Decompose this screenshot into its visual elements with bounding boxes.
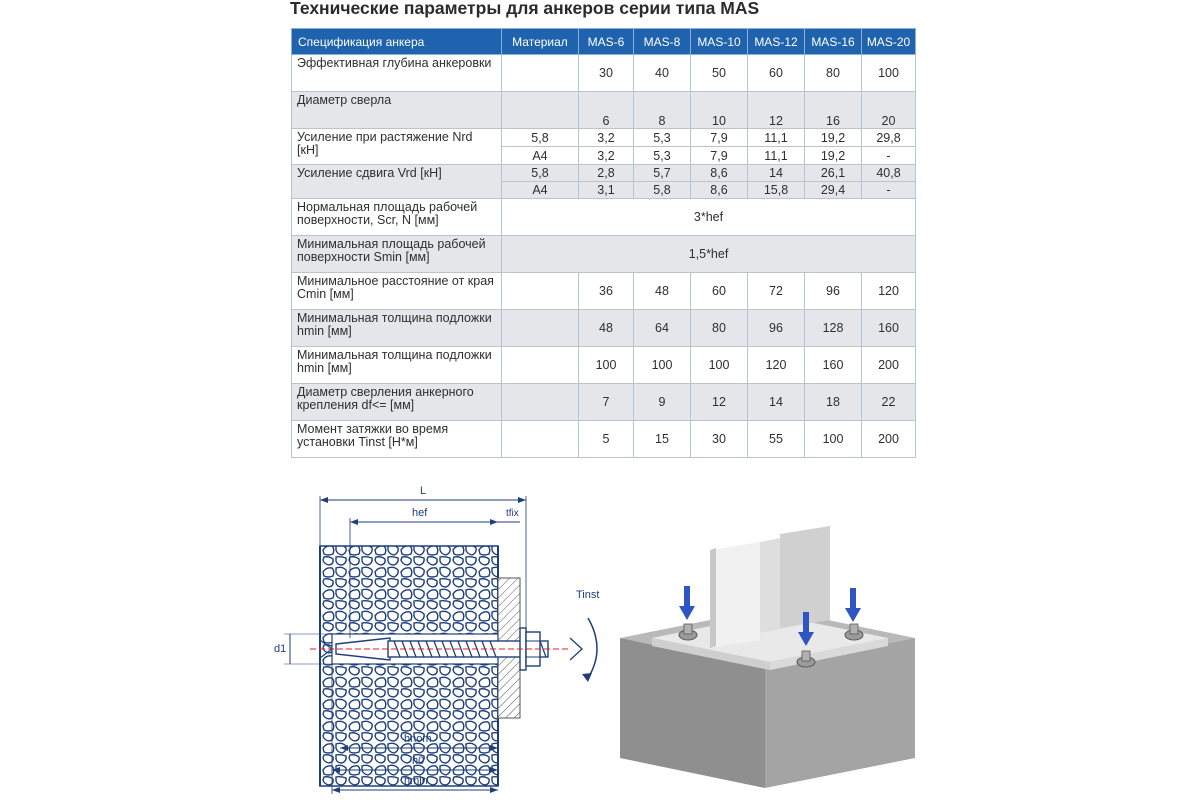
table-cell: 8,6 <box>691 182 748 199</box>
table-cell: 7,9 <box>691 129 748 147</box>
dim-h0-label: h0 <box>412 755 425 767</box>
material-cell <box>502 273 579 310</box>
table-cell: 40,8 <box>862 165 916 182</box>
table-cell: 55 <box>748 421 805 458</box>
table-row <box>292 310 916 347</box>
row-label: Минимальная толщина подложки hmin [мм] <box>292 347 502 384</box>
material-cell: A4 <box>502 182 579 199</box>
table-cell: 5,7 <box>634 165 691 182</box>
table-cell: 40 <box>634 55 691 92</box>
merged-cell: 1,5*hef <box>502 236 916 273</box>
dim-hmin-label: hmin <box>404 775 428 787</box>
torque-label: Tinst <box>576 589 600 601</box>
table-cell: 29,4 <box>805 182 862 199</box>
table-cell: 12 <box>748 92 805 129</box>
header-mas-16: MAS-16 <box>805 29 862 55</box>
table-cell: 96 <box>748 310 805 347</box>
table-cell: 100 <box>691 347 748 384</box>
table-cell: 48 <box>579 310 634 347</box>
spec-table <box>291 28 916 458</box>
anchor-section-diagram <box>270 478 610 798</box>
table-cell: 8,6 <box>691 165 748 182</box>
row-label: Минимальное расстояние от края Cmin [мм] <box>292 273 502 310</box>
material-cell: 5,8 <box>502 129 579 147</box>
table-cell: 14 <box>748 384 805 421</box>
table-cell: 20 <box>862 92 916 129</box>
table-cell: 9 <box>634 384 691 421</box>
table-cell: 5,3 <box>634 129 691 147</box>
table-cell: 96 <box>805 273 862 310</box>
table-cell: 6 <box>579 92 634 129</box>
table-cell: 10 <box>691 92 748 129</box>
material-cell: A4 <box>502 147 579 165</box>
table-cell: 3,1 <box>579 182 634 199</box>
table-cell: 72 <box>748 273 805 310</box>
header-material: Материал <box>502 29 579 55</box>
table-cell: 160 <box>805 347 862 384</box>
table-cell: 160 <box>862 310 916 347</box>
table-cell: 50 <box>691 55 748 92</box>
dim-hnom-label: hnom <box>404 733 432 745</box>
table-cell: 2,8 <box>579 165 634 182</box>
table-cell: 64 <box>634 310 691 347</box>
merged-cell: 3*hef <box>502 199 916 236</box>
table-cell: - <box>862 182 916 199</box>
table-cell: 60 <box>691 273 748 310</box>
page-title: Технические параметры для анкеров серии типа MAS <box>290 0 760 18</box>
table-cell: 5,8 <box>634 182 691 199</box>
row-label: Эффективная глубина анкеровки <box>292 55 502 92</box>
table-cell: 14 <box>748 165 805 182</box>
table-cell: 8 <box>634 92 691 129</box>
column-flange-front <box>710 542 760 648</box>
table-row <box>292 92 916 129</box>
table-row <box>292 236 916 273</box>
table-cell: 30 <box>579 55 634 92</box>
table-row <box>292 199 916 236</box>
row-label: Усиление сдвига Vrd [кН] <box>292 165 502 199</box>
table-row <box>292 55 916 92</box>
table-row <box>292 165 916 182</box>
dim-L-label: L <box>420 485 427 497</box>
dim-d1-label: d1 <box>274 643 287 655</box>
table-cell: 100 <box>579 347 634 384</box>
table-cell: 100 <box>634 347 691 384</box>
table-cell: 15,8 <box>748 182 805 199</box>
table-cell: 200 <box>862 347 916 384</box>
table-cell: 18 <box>805 384 862 421</box>
table-cell: 26,1 <box>805 165 862 182</box>
row-label: Диаметр сверла <box>292 92 502 129</box>
header-mas-6: MAS-6 <box>579 29 634 55</box>
table-cell: 3,2 <box>579 147 634 165</box>
row-label: Момент затяжки во время установки Tinst [Н*м] <box>292 421 502 458</box>
table-cell: 11,1 <box>748 147 805 165</box>
table-cell: 7,9 <box>691 147 748 165</box>
table-row <box>292 347 916 384</box>
material-cell: 5,8 <box>502 165 579 182</box>
header-mas-12: MAS-12 <box>748 29 805 55</box>
table-cell: 5,3 <box>634 147 691 165</box>
table-cell: 80 <box>805 55 862 92</box>
table-cell: 16 <box>805 92 862 129</box>
table-cell: 19,2 <box>805 129 862 147</box>
table-cell: 120 <box>862 273 916 310</box>
material-cell <box>502 347 579 384</box>
table-cell: 11,1 <box>748 129 805 147</box>
column-base-illustration <box>610 520 930 790</box>
table-cell: 80 <box>691 310 748 347</box>
row-label: Усиление при растяжение Nrd [кН] <box>292 129 502 165</box>
row-label: Минимальная площадь рабочей поверхности Smin [мм] <box>292 236 502 273</box>
dim-hef-label: hef <box>412 507 428 519</box>
material-cell <box>502 384 579 421</box>
table-cell: 200 <box>862 421 916 458</box>
table-cell: - <box>862 147 916 165</box>
table-header-row <box>292 29 916 55</box>
row-label: Нормальная площадь рабочей поверхности, Scr, N [мм] <box>292 199 502 236</box>
table-cell: 60 <box>748 55 805 92</box>
table-cell: 100 <box>805 421 862 458</box>
table-cell: 128 <box>805 310 862 347</box>
table-cell: 5 <box>579 421 634 458</box>
table-cell: 22 <box>862 384 916 421</box>
header-mas-20: MAS-20 <box>862 29 916 55</box>
table-cell: 7 <box>579 384 634 421</box>
table-cell: 120 <box>748 347 805 384</box>
material-cell <box>502 55 579 92</box>
table-row <box>292 384 916 421</box>
table-row <box>292 273 916 310</box>
table-cell: 100 <box>862 55 916 92</box>
table-cell: 29,8 <box>862 129 916 147</box>
header-mas-8: MAS-8 <box>634 29 691 55</box>
row-label: Минимальная толщина подложки hmin [мм] <box>292 310 502 347</box>
header-spec: Спецификация анкера <box>292 29 502 55</box>
table-cell: 30 <box>691 421 748 458</box>
table-row <box>292 421 916 458</box>
torque-arrow <box>588 618 597 678</box>
header-mas-10: MAS-10 <box>691 29 748 55</box>
material-cell <box>502 92 579 129</box>
material-cell <box>502 310 579 347</box>
table-cell: 3,2 <box>579 129 634 147</box>
dim-tfix-label: tfix <box>506 508 519 519</box>
table-cell: 19,2 <box>805 147 862 165</box>
table-row <box>292 129 916 147</box>
table-cell: 15 <box>634 421 691 458</box>
material-cell <box>502 421 579 458</box>
table-cell: 36 <box>579 273 634 310</box>
table-cell: 48 <box>634 273 691 310</box>
row-label: Диаметр сверления анкерного крепления df<= [мм] <box>292 384 502 421</box>
table-cell: 12 <box>691 384 748 421</box>
